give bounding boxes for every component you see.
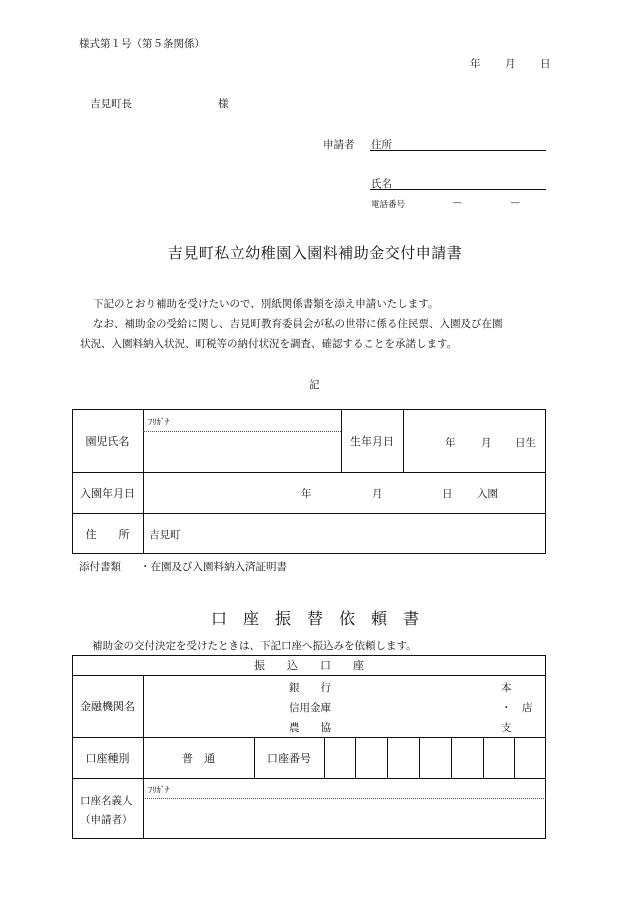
holder-label-line-2: （申請者） — [80, 814, 133, 826]
child-address-value: 吉見町 — [149, 529, 181, 541]
attachments-label: 添付書類 — [79, 561, 121, 573]
birth-date-label: 生年月日 — [350, 434, 394, 448]
transfer-account-header: 振 込 口 座 — [254, 659, 364, 672]
phone-label: 電話番号 — [371, 200, 406, 210]
bank-type-bank: 銀 行 — [289, 682, 331, 694]
phone-separator-1: ― — [453, 198, 462, 208]
child-address-label: 住 所 — [85, 527, 130, 541]
form-id: 様式第１号（第５条関係） — [79, 38, 205, 50]
transfer-title: 口 座 振 替 依 頼 書 — [210, 609, 419, 628]
enroll-date-label: 入園年月日 — [80, 486, 135, 500]
child-furigana-label: ﾌﾘｶﾞﾅ — [148, 418, 170, 428]
holder-label-line-1: 口座名義人 — [80, 795, 133, 807]
enroll-suffix: 入園 — [477, 488, 498, 500]
bank-type-shinkin: 信用金庫 — [289, 702, 331, 714]
account-type-label: 口座種別 — [85, 751, 130, 765]
body-paragraph-2-line-2: 状況、入園料納入状況、町税等の納付状況を調査、確認することを承諾します。 — [80, 338, 458, 350]
phone-separator-2: ― — [511, 198, 520, 208]
enroll-month-label: 月 — [372, 488, 383, 500]
holder-furigana-label: ﾌﾘｶﾞﾅ — [148, 786, 170, 796]
transfer-intro: 補助金の交付決定を受けたときは、下記口座へ振込みを依頼します。 — [92, 640, 417, 652]
address-label: 住所 — [371, 139, 392, 151]
enroll-day-label: 日 — [442, 488, 453, 500]
enroll-year-label: 年 — [301, 488, 312, 500]
date-month-label: 月 — [505, 58, 516, 70]
birth-year-label: 年 — [445, 437, 456, 449]
child-name-field[interactable] — [144, 433, 340, 471]
account-type-value: 普 通 — [182, 751, 215, 765]
date-day-label: 日 — [540, 58, 551, 70]
institution-label: 金融機関名 — [80, 700, 135, 713]
addressee-honorific: 様 — [218, 98, 229, 110]
attachments-item: ・在園及び入園料納入済証明書 — [140, 561, 287, 573]
birth-day-label: 日生 — [515, 437, 536, 449]
child-name-label: 園児氏名 — [85, 434, 130, 448]
date-year-label: 年 — [470, 58, 481, 70]
branch-type-main: 本 — [501, 682, 512, 694]
branch-type-store: ・ 店 — [501, 702, 533, 714]
branch-type-branch: 支 — [501, 722, 512, 734]
ki-label: 記 — [309, 379, 320, 391]
name-label: 氏名 — [371, 178, 392, 190]
account-number-label: 口座番号 — [267, 751, 311, 765]
address-underline — [370, 150, 546, 151]
birth-month-label: 月 — [481, 437, 492, 449]
body-paragraph-1: 下記のとおり補助を受けたいので、別紙関係書類を添え申請いたします。 — [93, 298, 439, 310]
addressee-name: 吉見町長 — [90, 98, 132, 110]
bank-type-nokyo: 農 協 — [289, 722, 331, 734]
applicant-label: 申請者 — [323, 139, 355, 151]
document-title: 吉見町私立幼稚園入園料補助金交付申請書 — [167, 244, 463, 262]
body-paragraph-2-line-1: なお、補助金の受給に関し、吉見町教育委員会が私の世帯に係る住民票、入園及び在園 — [93, 318, 503, 330]
name-underline — [370, 189, 546, 190]
